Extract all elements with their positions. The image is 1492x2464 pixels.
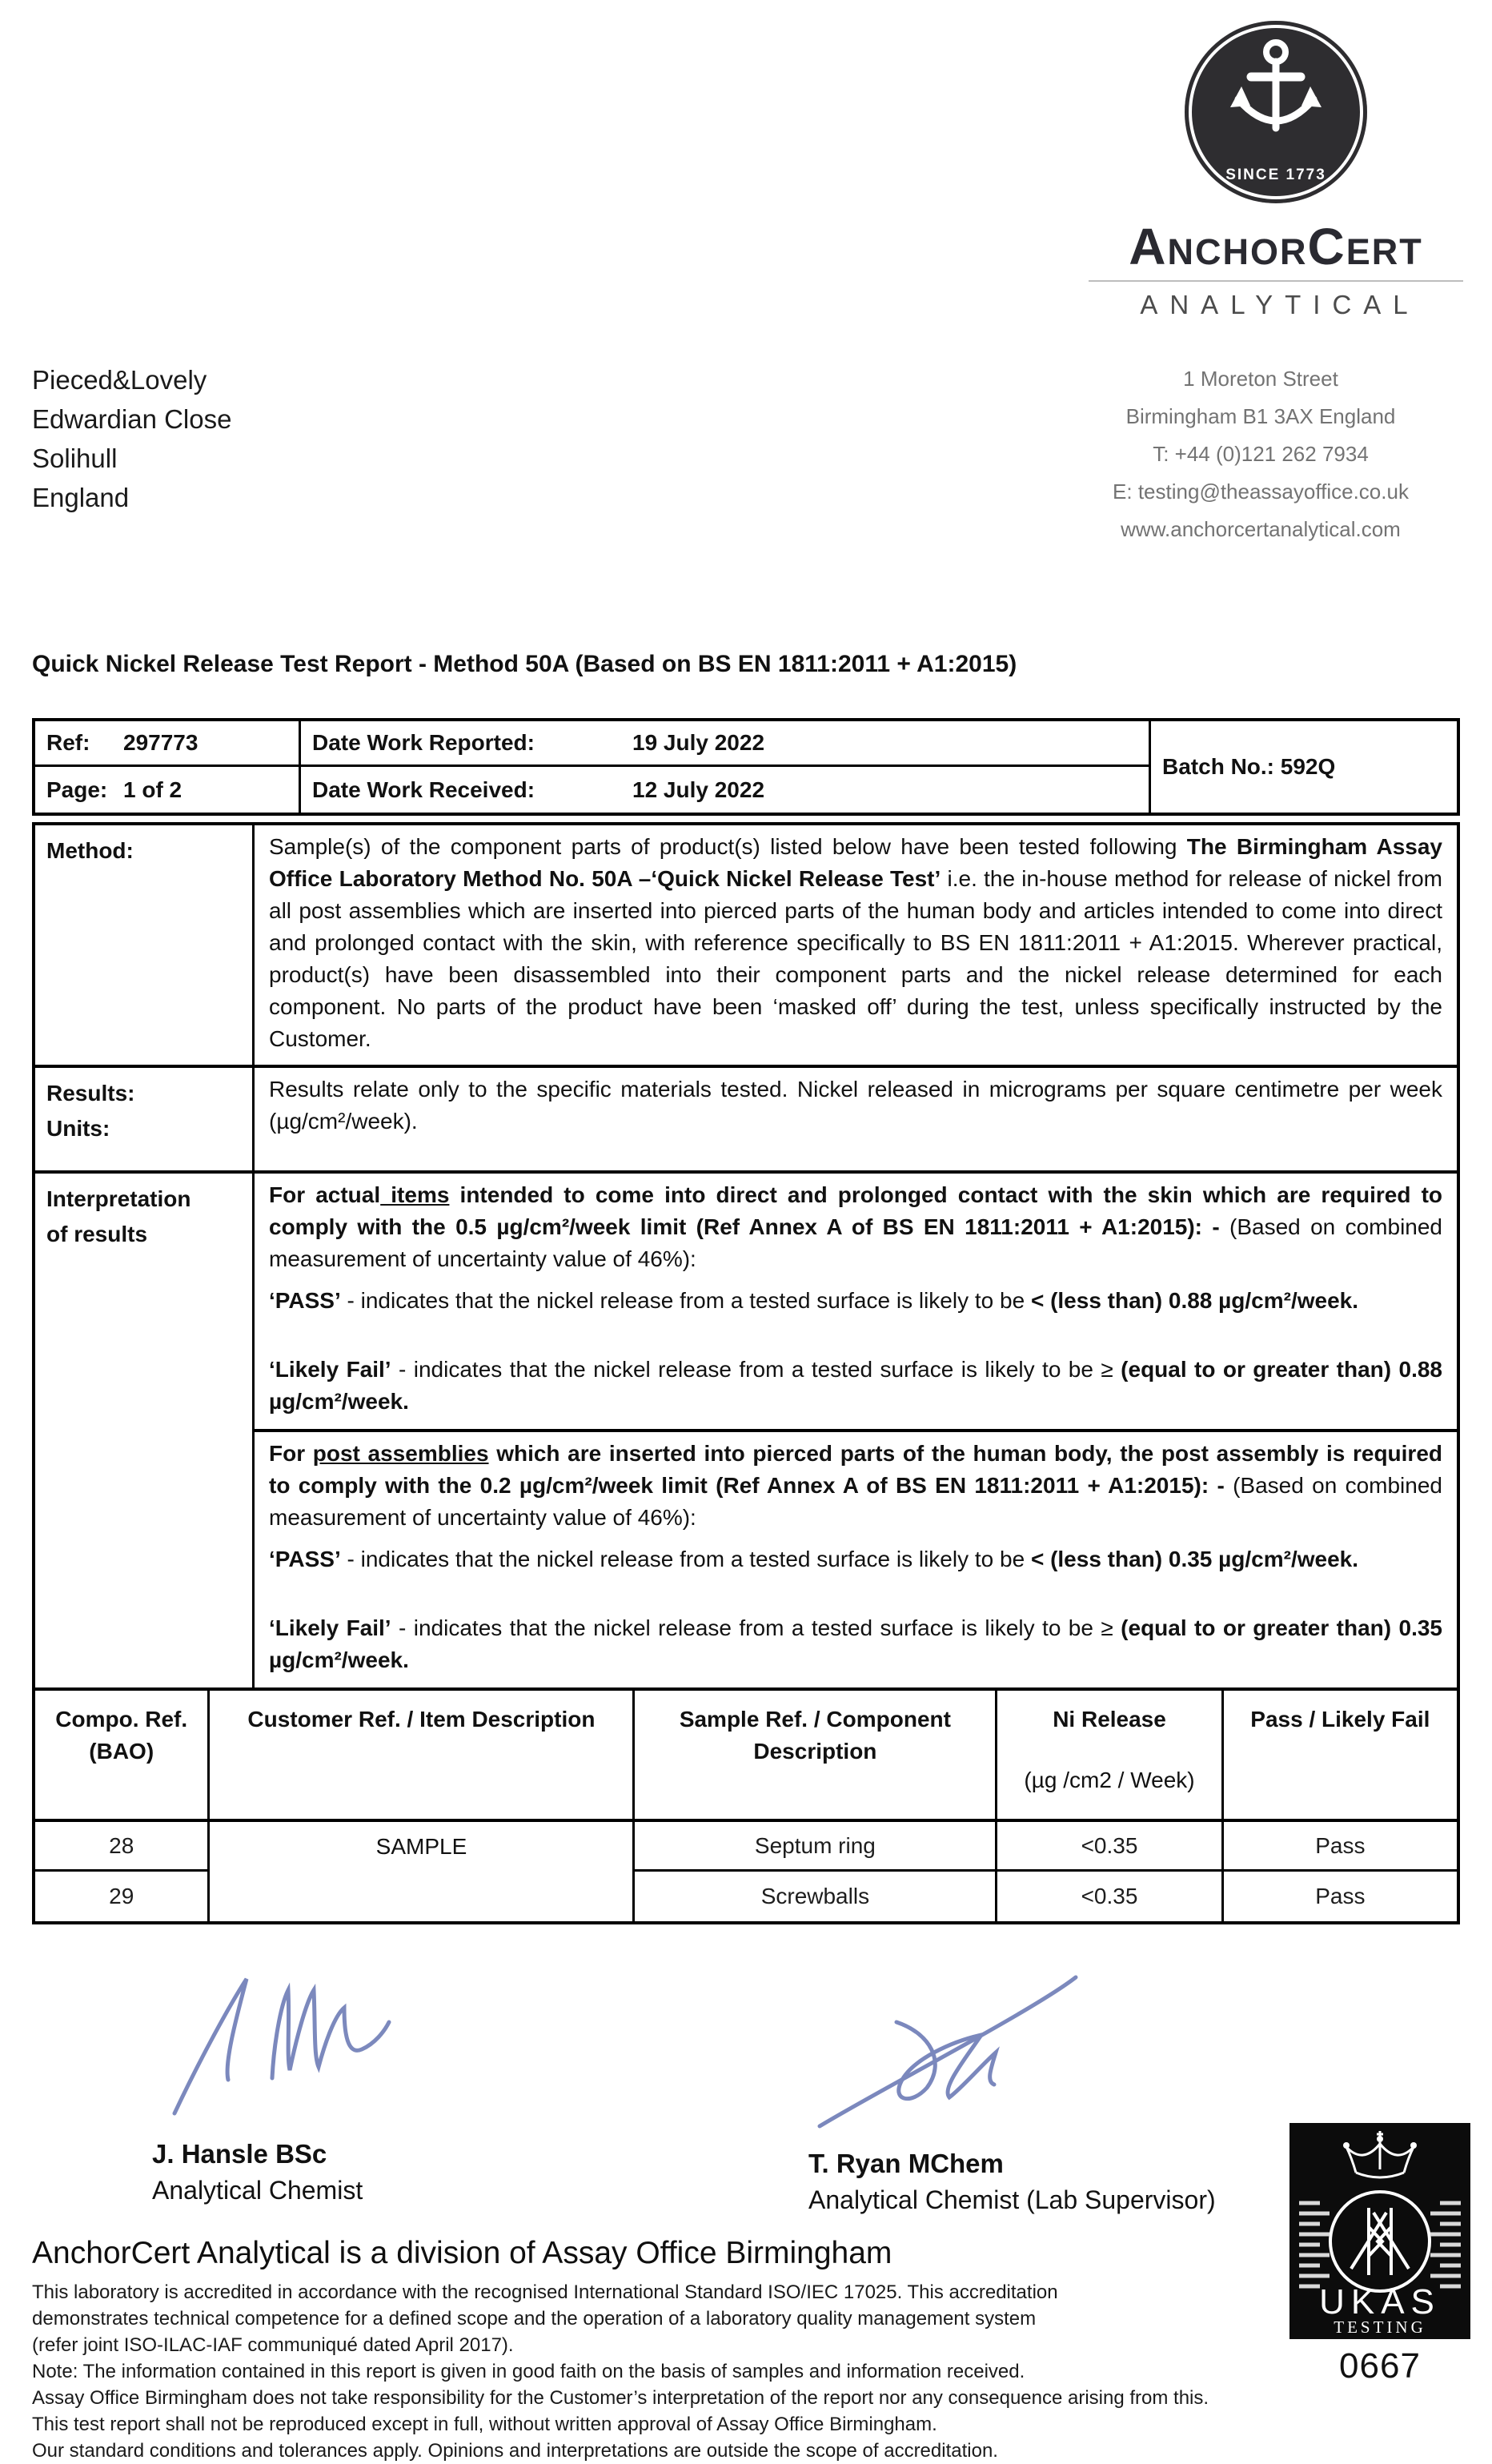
header-ni-line: Ni Release [1053,1707,1166,1732]
report-title: Quick Nickel Release Test Report - Method 50A (Based on BS EN 1811:2011 + A1:2015) [32,651,1017,677]
logo-divider [1089,280,1463,282]
header-customer-ref: Customer Ref. / Item Description [210,1691,635,1822]
row-result: Pass [1224,1822,1457,1872]
customer-address-line: England [32,483,130,512]
interpretation-post-section [255,1432,1457,1687]
row-ni-release: <0.35 [997,1822,1223,1872]
row-ni-release: <0.35 [997,1872,1223,1921]
header-sample-ref [635,1691,997,1822]
lab-email: E: testing@theassayoffice.co.uk [1113,480,1409,504]
header-sample-line: Description [753,1739,877,1764]
header-compo-line: (BAO) [89,1739,154,1764]
date-received-value: 12 July 2022 [632,777,765,802]
anchor-icon [1228,38,1324,150]
interpretation-label [35,1174,255,1687]
logo-tagline: ANALYTICAL [1140,290,1420,319]
signatory-name: T. Ryan MChem [808,2149,1004,2178]
footer-heading: AnchorCert Analytical is a division of Assay Office Birmingham [32,2236,892,2270]
date-reported-label: Date Work Reported: [312,730,535,755]
lab-website: www.anchorcertanalytical.com [1121,517,1401,541]
interpretation-skin-section [255,1174,1457,1432]
page-cell [35,767,301,813]
post-pass: ‘PASS’ - indicates that the nickel release from a tested surface is likely to be < (less than) 0.35 µg/cm²/week. [269,1547,1359,1571]
row-sample-description: Screwballs [635,1872,997,1921]
results-units-row [35,1068,1457,1174]
interpretation-body [255,1174,1457,1687]
lab-address-line: Birmingham B1 3AX England [1125,404,1396,428]
signatory-name: J. Hansle BSc [152,2139,327,2169]
header-ni-units: (µg /cm2 / Week) [1024,1768,1195,1792]
skin-intro: For actual items intended to come into direct and prolonged contact with the skin which are required to comply with the 0.5 µg/cm²/week limit (Ref Annex A of BS EN 1811:2011 + A1:2015): - (Based on combined measurement of uncertainty value of 46%): [269,1182,1442,1271]
lab-contact [1057,360,1465,548]
row-compo-ref: 28 [35,1822,210,1872]
ukas-accreditation-mark [1287,2123,1473,2386]
post-intro: For post assemblies which are inserted into pierced parts of the human body, the post assembly is required to comply with the 0.2 µg/cm²/week limit (Ref Annex A of BS EN 1811:2011 + A1:2015): - (Based on combined measurement of uncertainty value of 46%): [269,1441,1442,1530]
header-pass-fail: Pass / Likely Fail [1224,1691,1457,1822]
ukas-category-text: TESTING [1334,2318,1426,2337]
ukas-number: 0667 [1339,2346,1421,2386]
logo-since-text: SINCE 1773 [1225,167,1326,183]
ref-label: Ref: [46,730,90,755]
anchor-emblem [1185,21,1367,203]
skin-fail: ‘Likely Fail’ - indicates that the nickel release from a tested surface is likely to be ≥ (equal to or greater than) 0.88 µg/cm²/week. [269,1357,1443,1414]
date-received-cell [301,767,1151,813]
header [0,0,1492,320]
logo-wordmark: AnchorCert [1129,218,1423,275]
results-units-label [35,1068,255,1170]
signature-image-right [808,1969,1185,2139]
footer [32,2236,1252,2464]
signature-image-left [152,1960,464,2129]
page-label: Page: [46,777,108,802]
address-section [32,360,1465,548]
method-table [32,822,1460,1691]
ref-cell [35,721,301,767]
results-label: Results: [46,1081,135,1106]
row-result: Pass [1315,1884,1366,1908]
interpretation-label-line: of results [46,1222,148,1246]
lab-address-line: 1 Moreton Street [1183,367,1338,391]
header-ni-release [997,1691,1223,1822]
header-compo-ref [35,1691,210,1822]
footer-line: (refer joint ISO-ILAC-IAF communiqué dated April 2017). [32,2334,514,2356]
ukas-org-text: UKAS [1319,2282,1441,2322]
header-sample-line: Sample Ref. / Component [679,1707,951,1732]
page-value: 1 of 2 [123,777,182,802]
customer-address-line: Pieced&Lovely [32,365,207,395]
footer-line: demonstrates technical competence for a defined scope and the operation of a laboratory quality management system [32,2308,1037,2330]
date-reported-cell [301,721,1151,767]
footer-line: This laboratory is accredited in accordance with the recognised International Standard ISO/IEC 17025. This accreditation [32,2281,1058,2303]
results-table [32,1687,1460,1924]
customer-address [32,360,231,548]
signatory-role: Analytical Chemist [152,2176,363,2205]
row-customer-ref: SAMPLE [210,1822,635,1921]
footer-line: Note: The information contained in this report is given in good faith on the basis of samples and information received. [32,2361,1025,2382]
ref-value: 297773 [123,730,199,755]
post-fail: ‘Likely Fail’ - indicates that the nickel release from a tested surface is likely to be ≥ (equal to or greater than) 0.35 µg/cm²/week. [269,1615,1443,1672]
header-compo-line: Compo. Ref. [55,1707,188,1732]
skin-pass: ‘PASS’ - indicates that the nickel release from a tested surface is likely to be < (less than) 0.88 µg/cm²/week. [269,1288,1359,1313]
method-label: Method: [35,825,255,1065]
date-received-label: Date Work Received: [312,777,535,802]
signature-block-left [32,1960,808,2215]
reference-table [32,718,1460,816]
date-reported-value: 19 July 2022 [632,730,765,755]
batch-number: Batch No.: 592Q [1162,754,1336,779]
footer-line: Our standard conditions and tolerances apply. Opinions and interpretations are outside the scope of accreditation. [32,2440,998,2462]
row-sample-description: Septum ring [635,1822,997,1872]
footer-line: This test report shall not be reproduced except in full, without written approval of Assay Office Birmingham. [32,2414,937,2435]
lab-phone: T: +44 (0)121 262 7934 [1153,442,1369,466]
footer-line: Assay Office Birmingham does not take responsibility for the Customer’s interpretation of the report nor any consequence arising from this. [32,2387,1209,2409]
signatory-role: Analytical Chemist (Lab Supervisor) [808,2185,1216,2214]
customer-address-line: Solihull [32,443,118,473]
method-text: Sample(s) of the component parts of product(s) listed below have been tested following The Birmingham Assay Office Laboratory Method No. 50A –‘Quick Nickel Release Test’ i.e. the in-house method for release of nickel from all post assemblies which are inserted into pierced parts of the human body and articles intended to come into direct and prolonged contact with the skin, with reference specifically to BS EN 1811:2011 + A1:2015. Wherever practical, product(s) have been disassembled into their component parts and the nickel release determined for each component. No parts of the product have been ‘masked off’ during the test, unless specifically instructed by the Customer. [269,834,1442,1051]
results-units-text: Results relate only to the specific materials tested. Nickel released in micrograms per square centimetre per week (µg/cm²/week). [269,1077,1442,1134]
ukas-testing-logo [1289,2123,1470,2339]
signature-section [32,1960,1460,2215]
interpretation-row [35,1174,1457,1687]
interpretation-label-line: Interpretation [46,1186,191,1211]
customer-address-line: Edwardian Close [32,404,232,434]
units-label: Units: [46,1116,110,1141]
method-row [35,825,1457,1068]
anchorcert-logo [1084,21,1468,320]
row-compo-ref: 29 [35,1872,210,1921]
